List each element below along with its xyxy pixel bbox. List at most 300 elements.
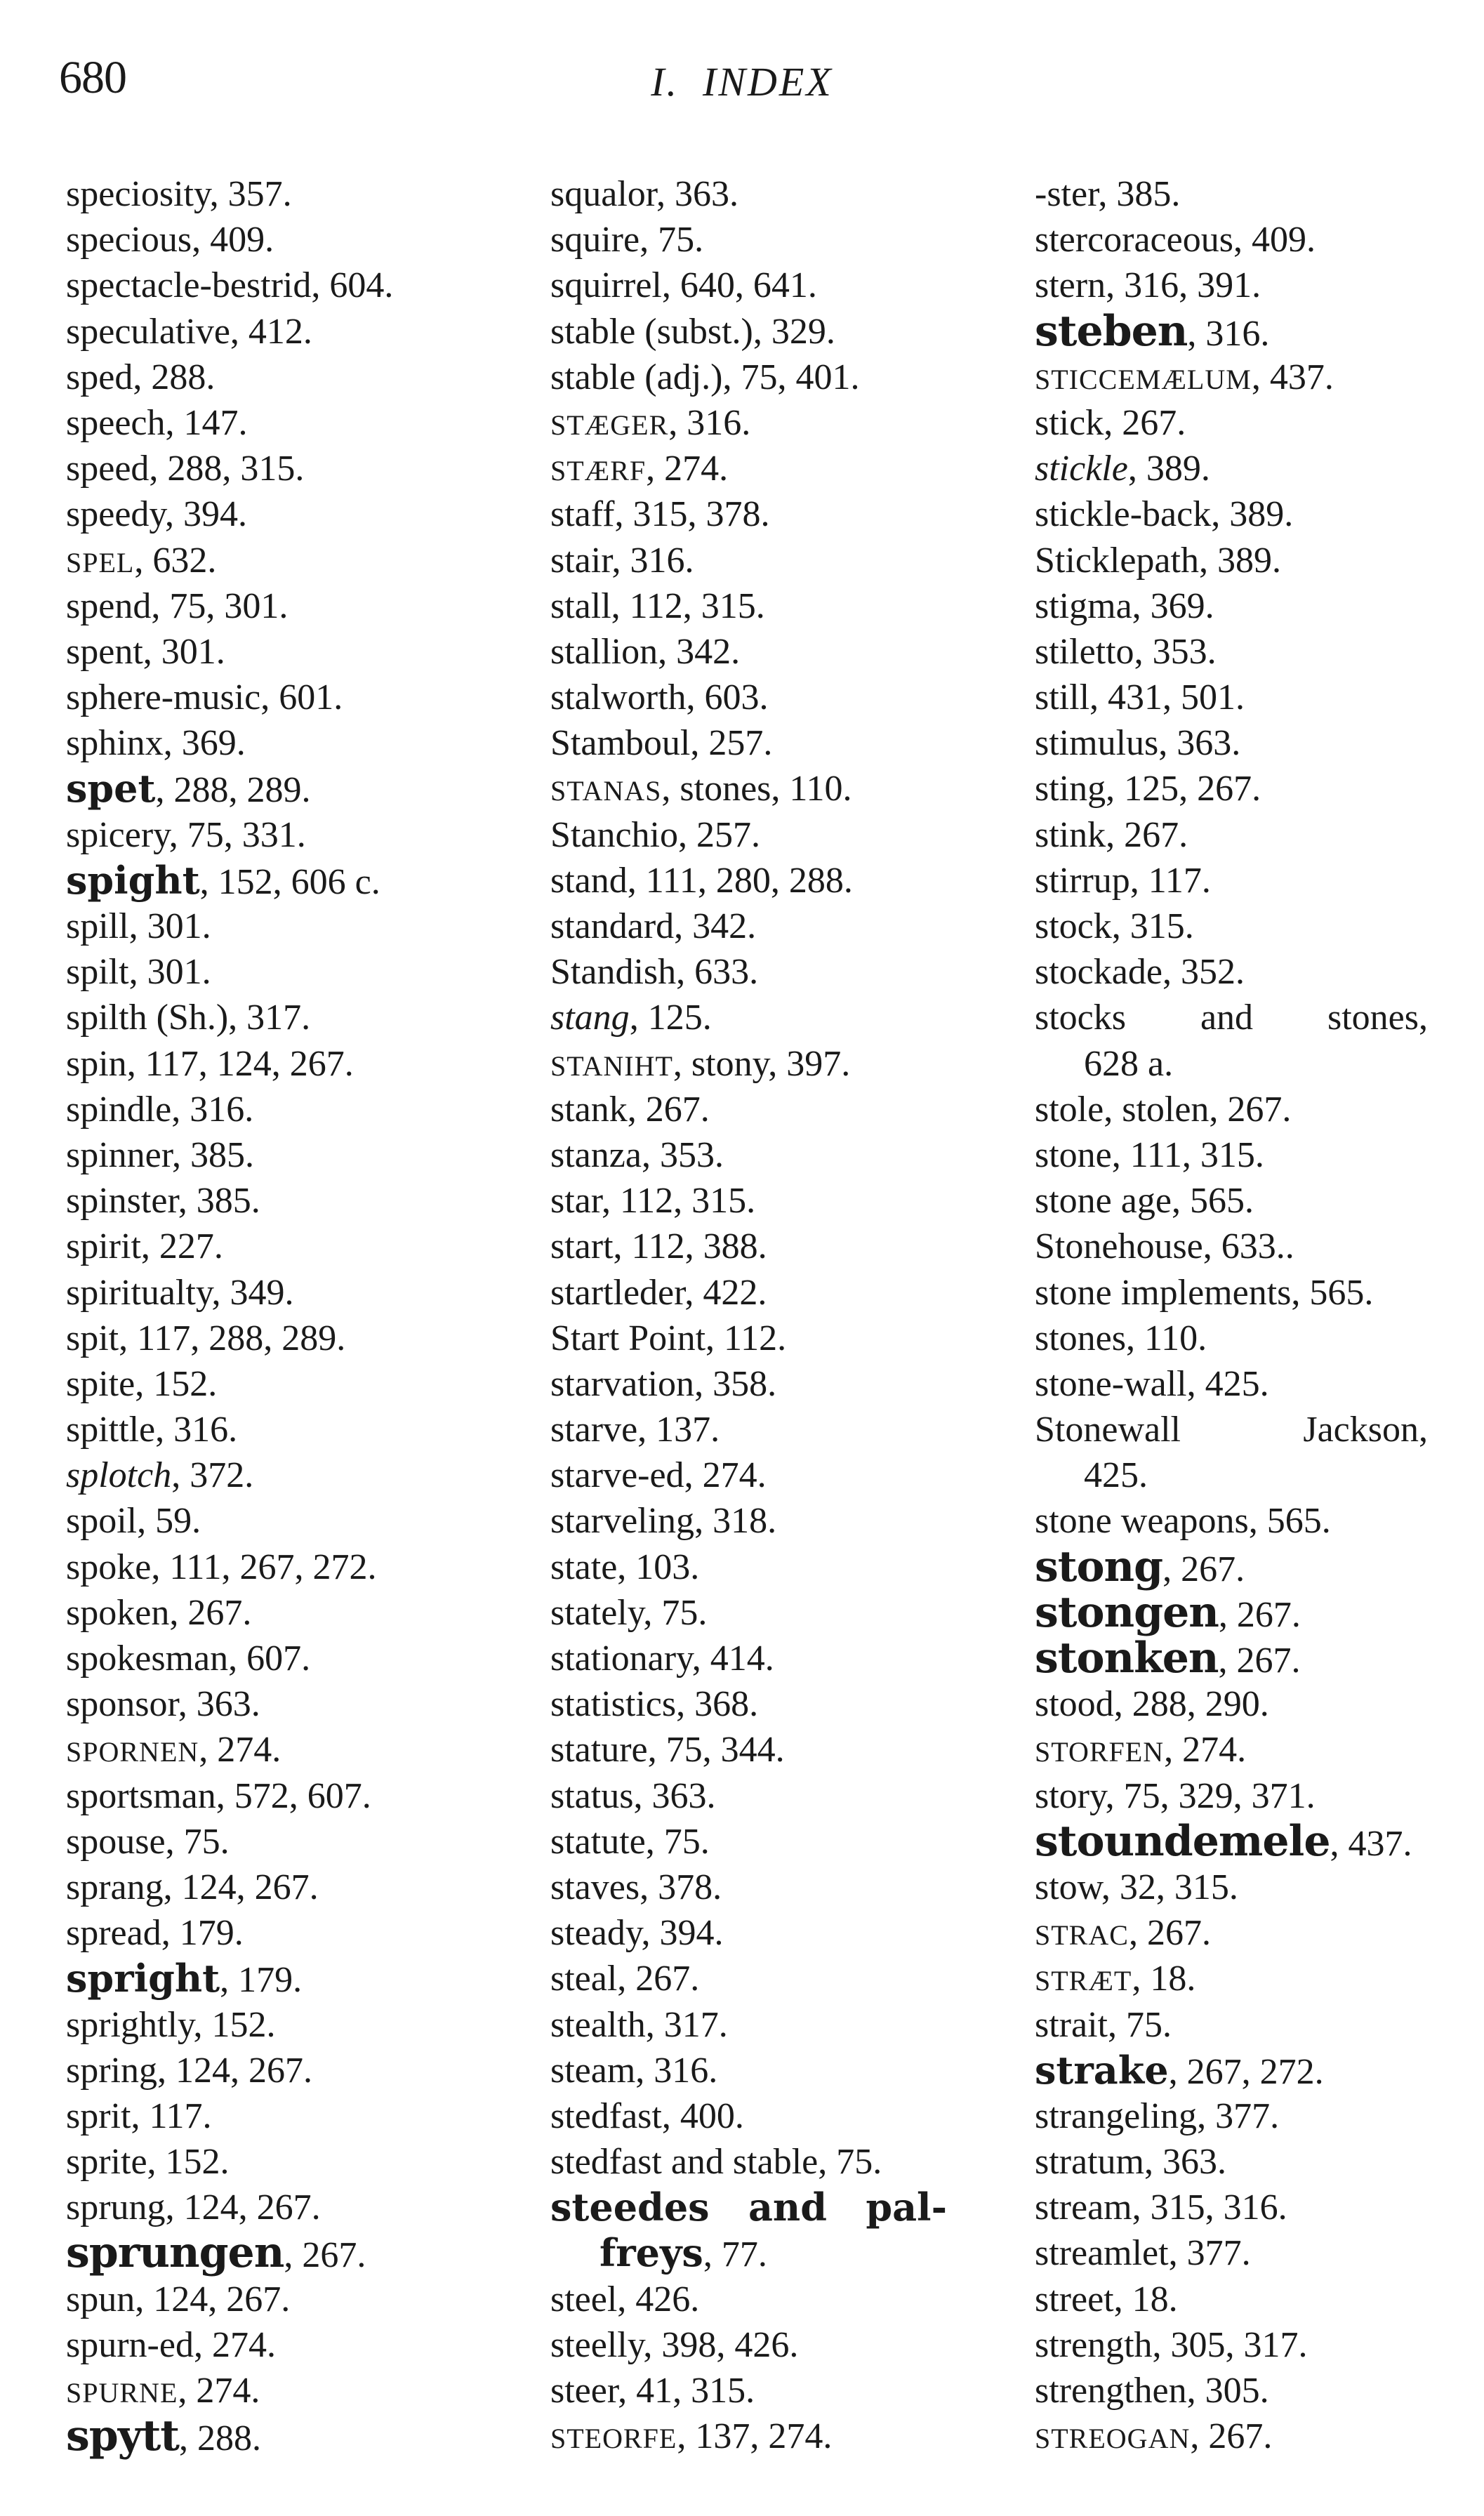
index-headword: stationary — [550, 1638, 692, 1679]
index-entry — [550, 1041, 1042, 1087]
index-entry — [550, 1910, 1042, 1956]
index-references: , 267. — [284, 2235, 366, 2276]
index-headword: stink — [1035, 814, 1106, 855]
index-references: , 342. — [658, 631, 741, 672]
index-references: , 317. — [228, 998, 311, 1038]
index-references: , 316. — [1187, 313, 1270, 354]
index-entry — [1035, 1727, 1463, 1773]
index-references: , 640, 641. — [661, 265, 817, 306]
index-headword: sportsman — [66, 1775, 216, 1816]
index-references: , 601. — [260, 677, 343, 718]
index-references: , 152. — [193, 2004, 276, 2045]
index-references: , 437. — [1251, 357, 1334, 397]
index-headword: spytt — [66, 2411, 180, 2461]
index-headword: sprit — [66, 2095, 131, 2136]
index-headword: steelly — [550, 2324, 644, 2365]
index-headword: stalworth — [550, 677, 687, 718]
index-entry — [1035, 2048, 1463, 2093]
index-references: , 377. — [1197, 2095, 1280, 2136]
index-headword: Stamboul — [550, 723, 691, 764]
running-head-title: INDEX — [703, 59, 833, 105]
index-entry — [66, 1178, 557, 1224]
index-headword: spilth (Sh.) — [66, 998, 229, 1038]
index-headword: Stanchio — [550, 814, 678, 855]
index-headword: sponsor — [66, 1684, 178, 1725]
index-entry — [66, 720, 557, 766]
index-entry — [66, 217, 557, 263]
index-headword: spinster — [66, 1181, 178, 1221]
index-entry — [66, 309, 557, 355]
index-references: , 363. — [633, 1775, 716, 1816]
index-headword: stallion — [550, 631, 658, 672]
index-entry — [550, 400, 1042, 446]
index-headword: stream — [1035, 2187, 1132, 2228]
index-references: , 274. — [193, 2324, 276, 2365]
index-entry — [66, 400, 557, 446]
index-headword: staves — [550, 1867, 640, 1907]
index-references: , 422. — [684, 1272, 767, 1313]
index-references: , 414. — [691, 1638, 774, 1679]
index-headword: speech — [66, 402, 166, 443]
index-headword: spight — [66, 857, 200, 903]
index-references: , 110. — [1126, 1318, 1207, 1358]
index-headword: stair — [550, 540, 612, 581]
index-entry — [550, 1956, 1042, 2001]
index-references: , 111, 280, 288. — [627, 860, 853, 901]
index-entry — [550, 1681, 1042, 1727]
index-headword: stedfast — [550, 2095, 662, 2136]
index-entry — [550, 1178, 1042, 1224]
index-entry — [550, 1407, 1042, 1452]
index-references: , 315, 316. — [1132, 2187, 1287, 2228]
index-headword: sphinx — [66, 723, 164, 764]
index-headword: steady — [550, 1913, 642, 1954]
index-references: , 632. — [134, 540, 217, 581]
index-headword: spit — [66, 1318, 119, 1358]
index-headword: stood — [1035, 1684, 1114, 1725]
index-references: , 633.. — [1203, 1226, 1294, 1267]
index-entry — [550, 1087, 1042, 1132]
index-entry — [66, 858, 557, 903]
index-entry — [550, 538, 1042, 583]
index-entry — [1035, 903, 1463, 949]
index-headword: strength — [1035, 2324, 1153, 2365]
index-headword: 628 a. — [1084, 1043, 1174, 1084]
index-references: , 353. — [641, 1134, 724, 1175]
index-references: , 288, 289. — [155, 770, 311, 811]
index-word: Stonewall — [1035, 1410, 1181, 1450]
index-entry — [550, 355, 1042, 400]
index-headword: spilt — [66, 952, 129, 993]
index-entry — [1035, 2230, 1463, 2276]
running-head — [0, 59, 1484, 105]
index-references: , 117, 288, 289. — [119, 1318, 346, 1358]
index-entry — [1035, 263, 1463, 308]
index-entry — [550, 2414, 1042, 2459]
index-references: , 75, 331. — [168, 814, 306, 855]
index-references: , 385. — [172, 1134, 254, 1175]
index-references: , 437. — [1330, 1823, 1412, 1864]
index-references: , 257. — [677, 814, 760, 855]
index-references: , 75. — [645, 1821, 710, 1862]
index-headword: stable (subst.) — [550, 311, 753, 352]
index-entry — [550, 2185, 1042, 2230]
index-references: , 75. — [640, 220, 704, 260]
index-references: , 349. — [211, 1272, 294, 1313]
index-references: , 267. — [1104, 402, 1186, 443]
index-headword: spoil — [66, 1501, 138, 1542]
index-entry — [1035, 675, 1463, 720]
index-entry — [1035, 949, 1463, 995]
index-headword: SPEL — [66, 546, 135, 578]
index-headword: sphere-music — [66, 677, 261, 718]
index-headword: Stonehouse — [1035, 1226, 1203, 1267]
index-entry — [1035, 2414, 1463, 2459]
page-number: 680 — [59, 52, 126, 103]
index-headword: stong — [1035, 1542, 1163, 1591]
index-entry — [1035, 1498, 1463, 1544]
index-references: , 301. — [143, 631, 225, 672]
index-entry — [66, 675, 557, 720]
index-entry — [66, 2368, 557, 2414]
index-entry — [66, 1452, 557, 1498]
index-headword: stirrup — [1035, 860, 1130, 901]
index-headword: status — [550, 1775, 634, 1816]
index-headword: squire — [550, 220, 640, 260]
index-entry — [66, 1590, 557, 1636]
index-headword: spicery — [66, 814, 169, 855]
index-headword: spurn-ed — [66, 2324, 194, 2365]
index-headword: spring — [66, 2050, 157, 2091]
index-references: , 103. — [617, 1547, 700, 1587]
index-headword: Sticklepath — [1035, 540, 1199, 581]
index-entry — [1035, 1636, 1463, 1681]
index-references: , 572, 607. — [216, 1775, 371, 1816]
index-word: and — [1200, 998, 1254, 1038]
index-references: , 394. — [165, 494, 248, 535]
index-headword: sprightly — [66, 2004, 194, 2045]
index-headword: starve — [550, 1410, 638, 1450]
index-references: , 274. — [684, 1455, 767, 1496]
index-references: , 315. — [1111, 906, 1194, 946]
index-references: , 358. — [694, 1363, 777, 1404]
index-references: , 400. — [661, 2095, 744, 2136]
index-references: , 77. — [703, 2234, 767, 2275]
index-references: , 59. — [137, 1501, 201, 1542]
index-headword: stedfast and stable — [550, 2142, 819, 2183]
index-entry — [1035, 1587, 1463, 1637]
index-headword: strait — [1035, 2004, 1108, 2045]
index-references: , 257. — [690, 723, 773, 764]
index-entry — [66, 1270, 557, 1316]
index-references: , 267. — [1218, 1641, 1301, 1681]
index-entry — [66, 583, 557, 629]
index-references: , 111, 315. — [1111, 1134, 1264, 1175]
index-references: , 75. — [818, 2142, 882, 2183]
index-entry — [1035, 1178, 1463, 1224]
index-references: , 315, 378. — [614, 494, 770, 535]
index-references: , 267. — [1128, 1913, 1211, 1954]
index-headword: statistics — [550, 1684, 677, 1725]
index-references: , 363. — [1158, 723, 1241, 764]
index-references: , 633. — [676, 952, 759, 993]
index-entry — [1035, 2322, 1463, 2368]
index-references: , 565. — [1291, 1272, 1374, 1313]
index-references: , 267. — [1209, 1089, 1292, 1130]
index-entry — [550, 2368, 1042, 2414]
index-headword: starveling — [550, 1501, 695, 1542]
index-headword: STORFEN — [1035, 1736, 1165, 1768]
index-headword: stiletto — [1035, 631, 1134, 672]
index-headword: strangeling — [1035, 2095, 1198, 2136]
index-references: , 317. — [645, 2004, 728, 2045]
index-headword: stone weapons — [1035, 1501, 1249, 1542]
index-headword: staff — [550, 494, 615, 535]
index-references: , 409. — [1233, 220, 1316, 260]
index-references: , 288, 315. — [149, 449, 305, 489]
index-references: , 425. — [1186, 1363, 1269, 1404]
index-entry — [1035, 812, 1463, 858]
index-entry — [550, 1132, 1042, 1178]
index-references: , 75, 329, 371. — [1105, 1775, 1316, 1816]
index-column-2 — [550, 171, 1042, 2459]
index-references: , 377. — [1168, 2233, 1251, 2274]
index-references: , 75, 344. — [647, 1730, 785, 1770]
index-entry — [550, 1865, 1042, 1910]
index-headword: start — [550, 1226, 614, 1267]
index-entry — [66, 1498, 557, 1544]
index-entry — [1035, 1452, 1463, 1498]
index-headword: spill — [66, 906, 129, 946]
index-headword: stank — [550, 1089, 628, 1130]
index-entry — [66, 263, 557, 308]
index-references: , 267. — [617, 1959, 700, 1999]
index-headword: state — [550, 1547, 618, 1587]
index-headword: STEORFE — [550, 2423, 677, 2455]
index-headword: sprungen — [66, 2228, 284, 2278]
index-entry — [1035, 2368, 1463, 2414]
index-entry — [550, 2048, 1042, 2093]
index-references: , 152. — [147, 2142, 230, 2183]
index-headword: sprung — [66, 2187, 166, 2228]
index-headword: STANAS — [550, 775, 662, 807]
index-headword — [1035, 995, 1428, 1040]
index-entry — [1035, 1316, 1463, 1361]
index-references: , 137, 274. — [677, 2416, 833, 2457]
index-headword: stock — [1035, 906, 1112, 946]
index-references: , 227. — [140, 1226, 223, 1267]
index-references: , 431, 501. — [1089, 677, 1245, 718]
index-headword: stang — [550, 998, 630, 1038]
index-entry — [1035, 2002, 1463, 2048]
index-headword: spouse — [66, 1821, 166, 1862]
index-entry — [1035, 1816, 1463, 1866]
index-word: stocks — [1035, 998, 1126, 1038]
index-headword: speciosity — [66, 174, 210, 214]
index-references: , 112, 315. — [611, 585, 765, 626]
index-headword: spiritualty — [66, 1272, 212, 1313]
index-references: , 267. — [1162, 1549, 1245, 1589]
index-headword: stone age — [1035, 1181, 1172, 1221]
index-entry — [66, 629, 557, 675]
index-headword: STANIHT — [550, 1050, 673, 1082]
index-entry — [550, 309, 1042, 355]
index-headword: starvation — [550, 1363, 695, 1404]
index-entry — [66, 1361, 557, 1407]
index-headword: sting — [1035, 769, 1106, 809]
index-entry — [1035, 720, 1463, 766]
index-headword: 425. — [1084, 1455, 1148, 1496]
index-entry — [1035, 171, 1463, 217]
index-word: and — [748, 2185, 827, 2230]
index-entry — [66, 2322, 557, 2368]
index-entry — [550, 263, 1042, 308]
index-word: pal- — [866, 2185, 947, 2230]
index-headword: strake — [1035, 2047, 1169, 2093]
index-entry — [66, 2002, 557, 2048]
index-headword: speculative — [66, 311, 230, 352]
index-references: , 316. — [611, 540, 694, 581]
index-references: , 372. — [171, 1455, 254, 1496]
index-column-3 — [1035, 171, 1463, 2459]
index-headword: STICCEMÆLUM — [1035, 363, 1252, 395]
index-entry — [550, 949, 1042, 995]
index-references: , 398, 426. — [643, 2324, 799, 2365]
index-entry — [550, 629, 1042, 675]
index-entry — [66, 1865, 557, 1910]
index-references: , stony, 397. — [673, 1043, 851, 1084]
index-references: , 389. — [1211, 494, 1294, 535]
index-entry — [550, 766, 1042, 812]
index-headword: spoken — [66, 1592, 170, 1633]
index-entry — [1035, 2093, 1463, 2139]
index-headword: stow — [1035, 1867, 1101, 1907]
index-references: , 124, 267. — [135, 2279, 291, 2319]
index-references: , 389. — [1198, 540, 1281, 581]
index-entry — [66, 812, 557, 858]
index-entry — [550, 903, 1042, 949]
index-headword: speedy — [66, 494, 166, 535]
index-headword: spright — [66, 1956, 220, 2001]
index-references: , 137. — [637, 1410, 720, 1450]
index-entry — [550, 1316, 1042, 1361]
index-headword: stature — [550, 1730, 648, 1770]
index-references: , 565. — [1248, 1501, 1331, 1542]
index-references: , 352. — [1162, 952, 1245, 993]
index-entry — [66, 491, 557, 537]
index-references: , 117, 124, 267. — [126, 1043, 354, 1084]
index-headword: spend — [66, 585, 152, 626]
index-headword: stone — [1035, 1134, 1112, 1175]
index-entry — [1035, 1087, 1463, 1132]
index-references: , 75, 401. — [722, 357, 860, 397]
index-references: , 604. — [311, 265, 394, 306]
index-headword: standard — [550, 906, 675, 946]
index-references: , 274. — [646, 449, 729, 489]
index-headword: spun — [66, 2279, 135, 2319]
index-references: , 318. — [694, 1501, 777, 1542]
index-references: , 179. — [220, 1960, 303, 2001]
index-headword: star — [550, 1181, 602, 1221]
index-headword: Standish — [550, 952, 677, 993]
index-references: , 342. — [674, 906, 757, 946]
index-headword: stone implements — [1035, 1272, 1292, 1313]
index-entry — [1035, 400, 1463, 446]
index-entry — [550, 2322, 1042, 2368]
index-entry — [550, 995, 1042, 1040]
index-references: , 124, 267. — [163, 1867, 319, 1907]
index-entry — [1035, 1224, 1463, 1269]
index-headword: strengthen — [1035, 2371, 1187, 2411]
index-headword: speed — [66, 449, 150, 489]
index-entry — [66, 1773, 557, 1819]
index-entry — [550, 446, 1042, 491]
index-entry — [1035, 1910, 1463, 1956]
index-entry — [550, 491, 1042, 537]
index-entry — [66, 903, 557, 949]
index-entry — [550, 583, 1042, 629]
index-entry — [550, 1270, 1042, 1316]
index-headword: stigma — [1035, 585, 1132, 626]
index-entry — [1035, 1865, 1463, 1910]
index-headword: SPURNE — [66, 2377, 178, 2409]
index-references: , 147. — [165, 402, 248, 443]
index-headword: sped — [66, 357, 133, 397]
index-headword: spirit — [66, 1226, 141, 1267]
index-entry — [550, 2002, 1042, 2048]
index-headword: stealth — [550, 2004, 646, 2045]
index-entry — [550, 1452, 1042, 1498]
index-headword: story — [1035, 1775, 1106, 1816]
index-headword: -ster — [1035, 174, 1099, 214]
index-headword: sprite — [66, 2142, 147, 2183]
index-references: , 316. — [155, 1410, 238, 1450]
index-entry — [66, 766, 557, 812]
index-references: , 316, 391. — [1106, 265, 1261, 306]
index-entry — [66, 171, 557, 217]
index-headword: steer — [550, 2371, 618, 2411]
index-headword: STRAC — [1035, 1919, 1129, 1952]
running-head-roman: I. — [651, 59, 680, 105]
index-entry — [66, 1681, 557, 1727]
index-headword: STRÆT — [1035, 1965, 1132, 1997]
index-entry — [66, 1956, 557, 2001]
index-references: , 288, 290. — [1113, 1684, 1269, 1725]
index-entry — [1035, 1270, 1463, 1316]
index-headword: steal — [550, 1959, 618, 1999]
index-entry — [1035, 491, 1463, 537]
index-headword: sprang — [66, 1867, 164, 1907]
index-references: , 378. — [640, 1867, 722, 1907]
index-references: , 274. — [178, 2371, 260, 2411]
index-headword: stratum — [1035, 2142, 1144, 2183]
index-headword: startleder — [550, 1272, 685, 1313]
index-entry — [550, 1498, 1042, 1544]
index-references: , 75, 301. — [151, 585, 289, 626]
index-headword: stole, stolen — [1035, 1089, 1210, 1130]
index-entry — [1035, 446, 1463, 491]
index-entry — [1035, 355, 1463, 400]
index-references: , 152, 606 c. — [199, 861, 380, 902]
index-headword: stand — [550, 860, 628, 901]
index-entry — [66, 2139, 557, 2185]
index-entry — [550, 1819, 1042, 1865]
index-entry — [66, 2230, 557, 2276]
index-entry — [1035, 217, 1463, 263]
index-entry — [550, 1224, 1042, 1269]
index-references: , 124, 267. — [165, 2187, 321, 2228]
index-references: , 267. — [627, 1089, 710, 1130]
